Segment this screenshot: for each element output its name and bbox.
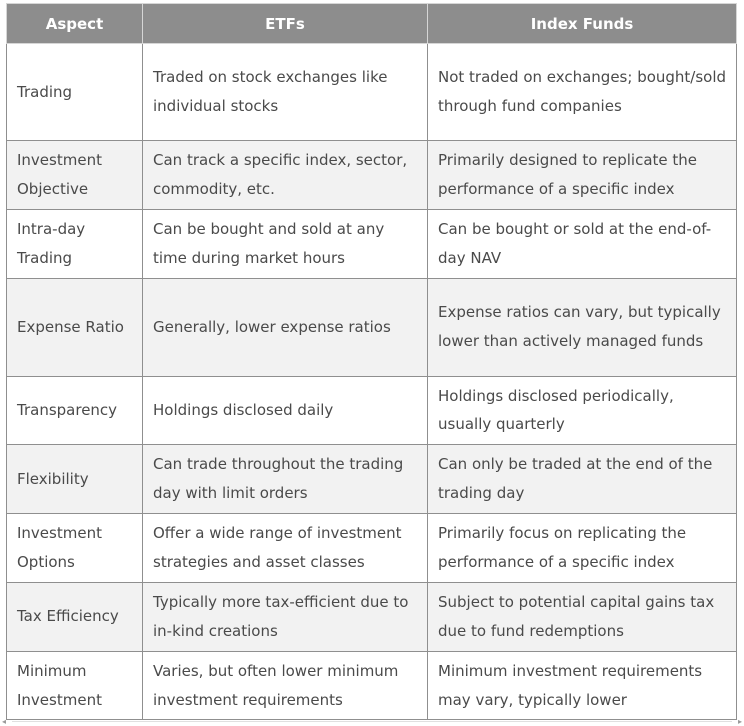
table-row (7, 210, 737, 279)
comparison-table (6, 3, 737, 720)
cell-index-fund: Holdings disclosed periodically, usually quarterly (428, 376, 737, 445)
table-row (7, 514, 737, 583)
cell-aspect: Intra-day Trading (7, 210, 143, 279)
table-row (7, 651, 737, 720)
table-row (7, 44, 737, 141)
cell-aspect: Investment Objective (7, 141, 143, 210)
chevron-right-icon[interactable]: ▸ (737, 717, 742, 726)
cell-aspect: Flexibility (7, 445, 143, 514)
cell-etf: Holdings disclosed daily (143, 376, 428, 445)
cell-etf: Typically more tax-efficient due to in-kind creations (143, 582, 428, 651)
table-header-row (7, 4, 737, 44)
header-etfs: ETFs (143, 4, 428, 44)
header-aspect: Aspect (7, 4, 143, 44)
cell-aspect: Tax Efficiency (7, 582, 143, 651)
cell-index-fund: Can only be traded at the end of the trading day (428, 445, 737, 514)
chevron-left-icon[interactable]: ◂ (2, 717, 7, 726)
table-row (7, 141, 737, 210)
horizontal-scrollbar[interactable] (2, 718, 742, 726)
cell-etf: Traded on stock exchanges like individual stocks (143, 44, 428, 141)
cell-index-fund: Subject to potential capital gains tax due to fund redemptions (428, 582, 737, 651)
cell-etf: Varies, but often lower minimum investment requirements (143, 651, 428, 720)
cell-etf: Can track a specific index, sector, commodity, etc. (143, 141, 428, 210)
cell-index-fund: Expense ratios can vary, but typically lower than actively managed funds (428, 278, 737, 376)
cell-index-fund: Primarily focus on replicating the performance of a specific index (428, 514, 737, 583)
cell-index-fund: Primarily designed to replicate the performance of a specific index (428, 141, 737, 210)
cell-aspect: Trading (7, 44, 143, 141)
cell-aspect: Expense Ratio (7, 278, 143, 376)
cell-etf: Can be bought and sold at any time during market hours (143, 210, 428, 279)
table-row (7, 376, 737, 445)
table-row (7, 278, 737, 376)
cell-aspect: Investment Options (7, 514, 143, 583)
cell-index-fund: Not traded on exchanges; bought/sold through fund companies (428, 44, 737, 141)
cell-aspect: Transparency (7, 376, 143, 445)
cell-etf: Offer a wide range of investment strategies and asset classes (143, 514, 428, 583)
table-row (7, 445, 737, 514)
table-row (7, 582, 737, 651)
cell-aspect: Minimum Investment (7, 651, 143, 720)
cell-index-fund: Can be bought or sold at the end-of-day NAV (428, 210, 737, 279)
comparison-table-container (6, 3, 736, 720)
cell-index-fund: Minimum investment requirements may vary, typically lower (428, 651, 737, 720)
header-index-funds: Index Funds (428, 4, 737, 44)
cell-etf: Can trade throughout the trading day with limit orders (143, 445, 428, 514)
scrollbar-track[interactable] (12, 721, 732, 722)
cell-etf: Generally, lower expense ratios (143, 278, 428, 376)
